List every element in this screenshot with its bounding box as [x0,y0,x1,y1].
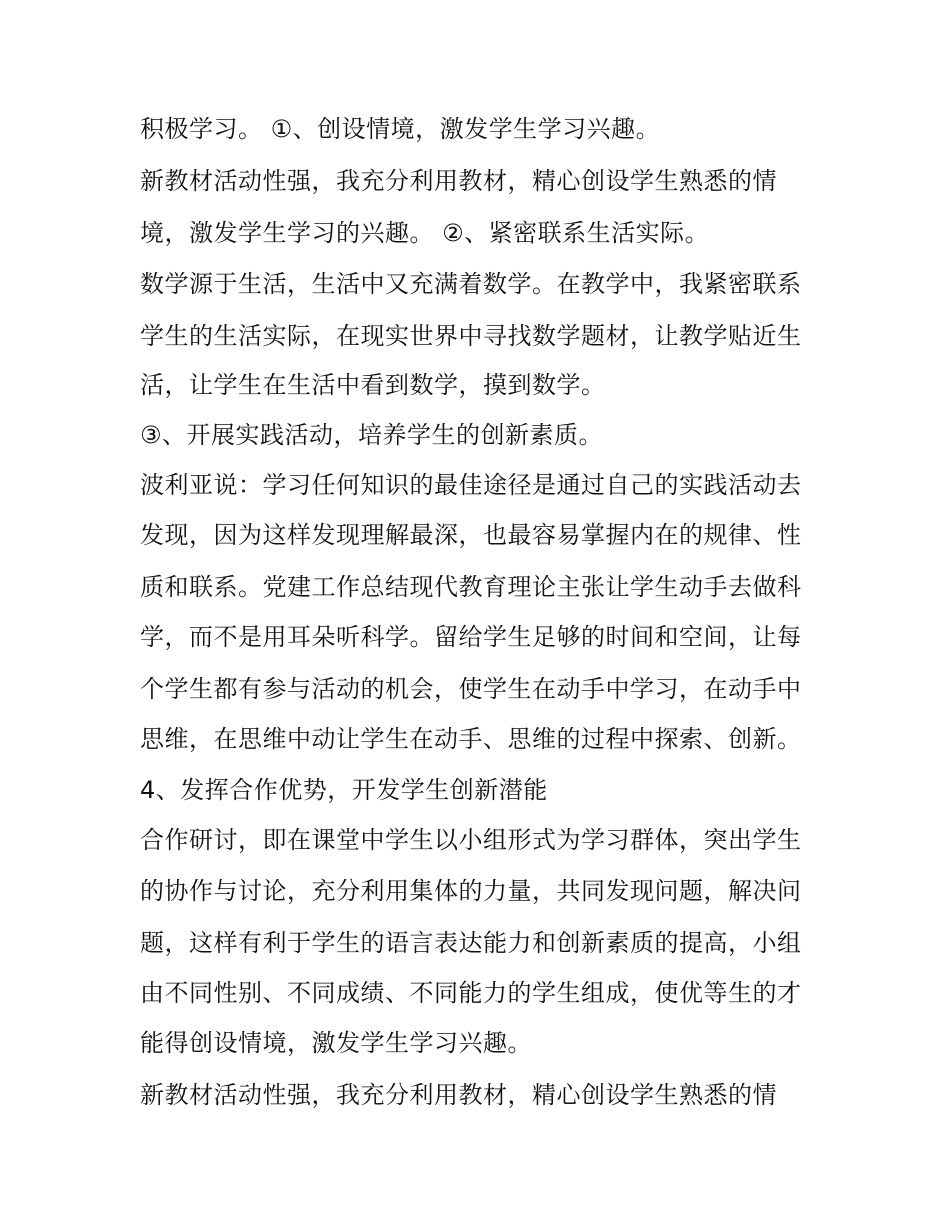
text-line: 能得创设情境，激发学生学习兴趣。 [140,1029,532,1057]
text-line: 4、发挥合作优势，开发学生创新潜能 [140,776,548,804]
text-line: 境，激发学生学习的兴趣。 ②、紧密联系生活实际。 [140,219,710,247]
text-line: 学，而不是用耳朵听科学。留给学生足够的时间和空间，让每 [140,623,802,651]
text-line: ③、开展实践活动，培养学生的创新素质。 [140,421,604,449]
text-line: 发现，因为这样发现理解最深，也最容易掌握内在的规律、性 [140,521,802,549]
text-line: 思维，在思维中动让学生在动手、思维的过程中探索、创新。 [140,725,802,753]
text-line: 的协作与讨论，充分利用集体的力量，共同发现问题，解决问 [140,877,802,905]
text-line: 个学生都有参与活动的机会，使学生在动手中学习，在动手中 [140,675,802,703]
text-line: 数学源于生活，生活中又充满着数学。在教学中，我紧密联系 [140,270,802,298]
text-line: 波利亚说：学习任何知识的最佳途径是通过自己的实践活动去 [140,471,802,499]
text-line: 题，这样有利于学生的语言表达能力和创新素质的提高，小组 [140,929,802,957]
text-line: 新教材活动性强，我充分利用教材，精心创设学生熟悉的情 [140,1081,777,1109]
text-line: 质和联系。党建工作总结现代教育理论主张让学生动手去做科 [140,573,802,601]
text-line: 学生的生活实际，在现实世界中寻找数学题材，让教学贴近生 [140,322,802,350]
text-line: 合作研讨，即在课堂中学生以小组形式为学习群体，突出学生 [140,826,802,854]
text-line: 由不同性别、不同成绩、不同能力的学生组成，使优等生的才 [140,979,802,1007]
text-line: 积极学习。 ①、创设情境，激发学生学习兴趣。 [140,115,661,143]
text-line: 活，让学生在生活中看到数学，摸到数学。 [140,371,606,399]
text-line: 新教材活动性强，我充分利用教材，精心创设学生熟悉的情 [140,167,777,195]
